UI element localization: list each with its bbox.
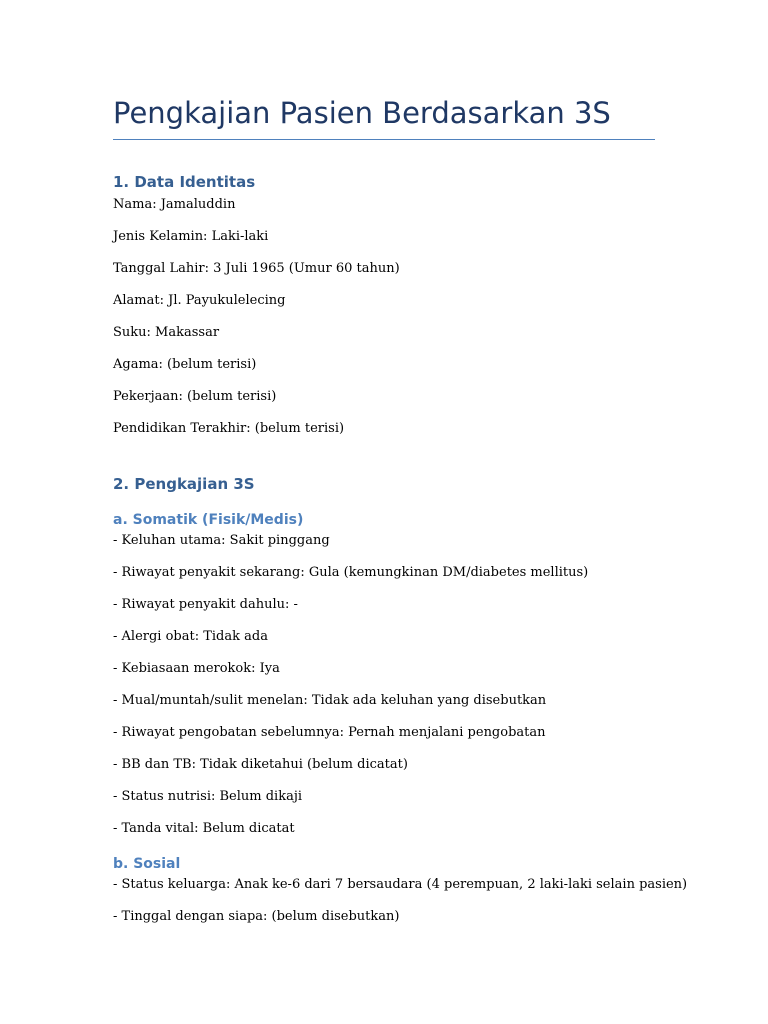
subsection-heading-somatik: a. Somatik (Fisik/Medis)	[113, 512, 304, 528]
identity-line: Tanggal Lahir: 3 Juli 1965 (Umur 60 tahun)	[113, 261, 400, 276]
identity-line: Pekerjaan: (belum terisi)	[113, 389, 277, 404]
somatik-line: - BB dan TB: Tidak diketahui (belum dicatat)	[113, 757, 408, 772]
somatik-line: - Kebiasaan merokok: Iya	[113, 661, 280, 676]
somatik-line: - Keluhan utama: Sakit pinggang	[113, 533, 330, 548]
somatik-line: - Tanda vital: Belum dicatat	[113, 821, 295, 836]
somatik-line: - Riwayat penyakit dahulu: -	[113, 597, 298, 612]
somatik-line: - Status nutrisi: Belum dikaji	[113, 789, 303, 804]
identity-line: Suku: Makassar	[113, 325, 220, 340]
somatik-line: - Riwayat penyakit sekarang: Gula (kemungkinan DM/diabetes mellitus)	[113, 565, 589, 580]
somatik-line: - Riwayat pengobatan sebelumnya: Pernah menjalani pengobatan	[113, 725, 546, 740]
title-underline	[113, 139, 655, 140]
sosial-line: - Status keluarga: Anak ke-6 dari 7 bersaudara (4 perempuan, 2 laki-laki selain pasien)	[113, 877, 688, 892]
section-heading-data-identitas: 1. Data Identitas	[113, 173, 256, 191]
somatik-line: - Mual/muntah/sulit menelan: Tidak ada keluhan yang disebutkan	[113, 693, 547, 708]
sosial-line: - Tinggal dengan siapa: (belum disebutkan)	[113, 909, 400, 924]
section-heading-pengkajian-3s: 2. Pengkajian 3S	[113, 475, 255, 493]
identity-line: Nama: Jamaluddin	[113, 197, 236, 212]
somatik-line: - Alergi obat: Tidak ada	[113, 629, 268, 644]
document-title: Pengkajian Pasien Berdasarkan 3S	[113, 96, 611, 130]
identity-line: Alamat: Jl. Payukulelecing	[113, 293, 286, 308]
identity-line: Jenis Kelamin: Laki-laki	[113, 229, 269, 244]
subsection-heading-sosial: b. Sosial	[113, 856, 181, 872]
identity-line: Pendidikan Terakhir: (belum terisi)	[113, 421, 345, 436]
identity-line: Agama: (belum terisi)	[113, 357, 257, 372]
